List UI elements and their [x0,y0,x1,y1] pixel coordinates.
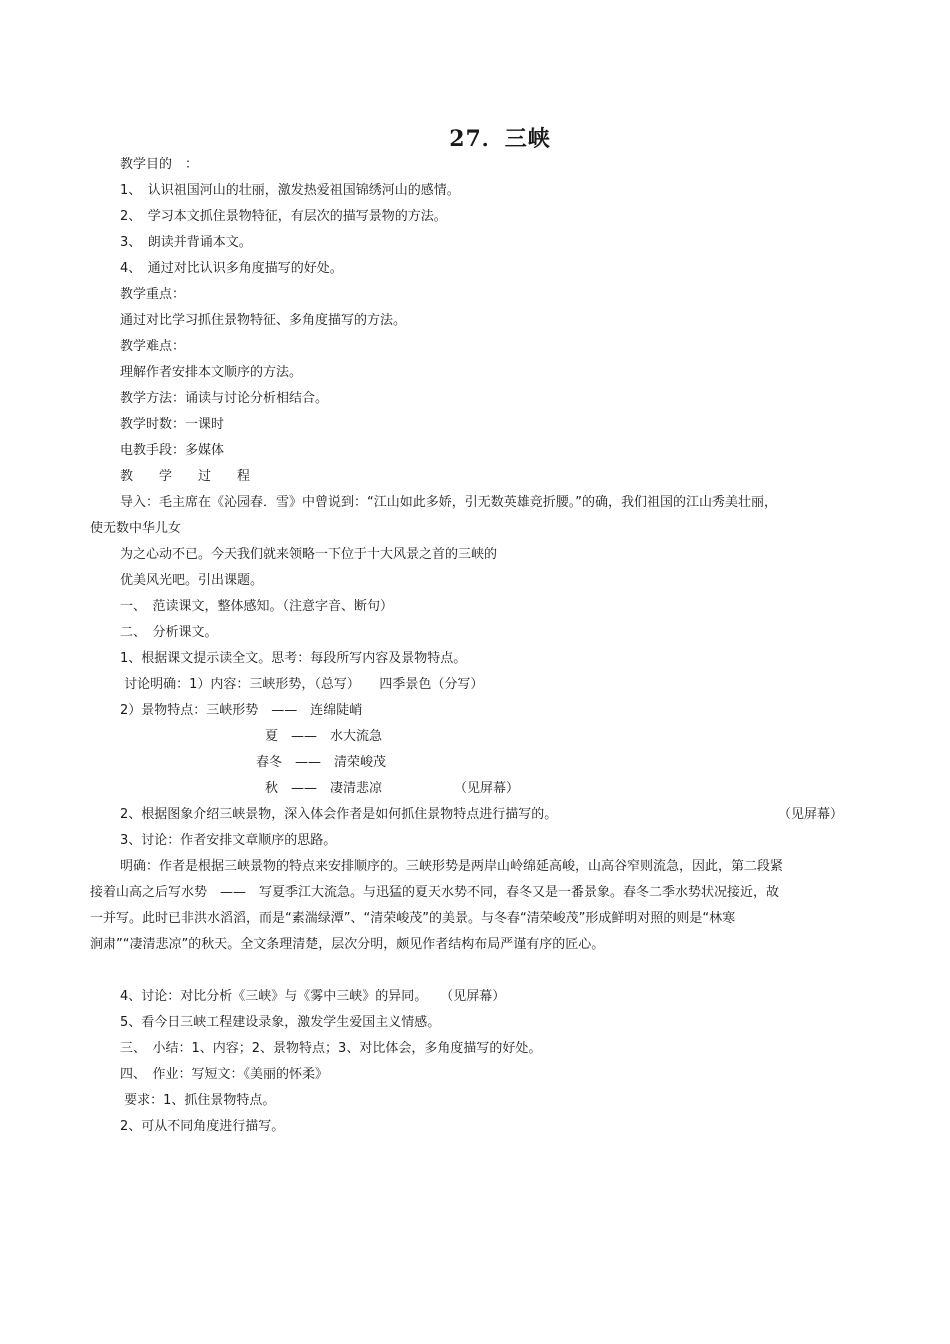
objective-item: 2、 学习本文抓住景物特征，有层次的描写景物的方法。 [120,209,447,224]
question-three: 3、讨论：作者安排文章顺序的思路。 [120,833,337,848]
step-four: 四、 作业：写短文：《美丽的怀柔》 [120,1067,329,1082]
intro-line: 导入：毛主席在《沁园春．雪》中曾说到：“江山如此多娇，引无数英雄竞折腰。”的确，我们祖国的江山秀美壮丽， [120,495,777,510]
key-heading: 教学重点： [120,287,186,302]
see-screen-note: （见屏幕） [454,781,520,796]
intro-line: 为之心动不已。今天我们就来领略一下位于十大风景之首的三峡的 [120,547,498,562]
objective-item: 3、 朗读并背诵本文。 [120,235,252,250]
step-three: 三、 小结：1、内容；2、景物特点；3、对比体会，多角度描写的好处。 [120,1041,542,1056]
difficult-text: 理解作者安排本文顺序的方法。 [120,365,303,380]
question-five: 5、看今日三峡工程建设录象，激发学生爱国主义情感。 [120,1015,441,1030]
process-heading: 教 学 过 程 [120,469,251,484]
clarify-line: 接着山高之后写水势 —— 写夏季江大流急。与迅猛的夏天水势不同，春冬又是一番景象。春冬二季水势状况接近，故 [90,885,780,900]
clarify-line: 涧肃”“凄清悲凉”的秋天。全文条理清楚，层次分明，颇见作者结构布局严谨有序的匠心。 [90,937,605,952]
page-title: 27．三峡 [449,126,551,152]
question-four: 4、讨论：对比分析《三峡》与《雾中三峡》的异同。 （见屏幕） [120,989,506,1004]
requirement-one: 要求：1、抓住景物特点。 [120,1093,276,1108]
feature-summer: 夏 —— 水大流急 [265,729,383,744]
feature-autumn: 秋 —— 凄清悲凉 [265,781,383,796]
see-screen-note: （见屏幕） [778,807,844,822]
intro-line: 优美风光吧。引出课题。 [120,573,264,588]
question-one-answer: 讨论明确：1）内容：三峡形势，（总写） 四季景色（分写） [120,677,484,692]
teaching-hours: 教学时数：一课时 [120,417,225,432]
objective-item: 4、 通过对比认识多角度描写的好处。 [120,261,343,276]
question-one: 1、根据课文提示读全文。思考：每段所写内容及景物特点。 [120,651,467,666]
clarify-line: 一并写。此时已非洪水滔滔，而是“素湍绿潭”、“清荣峻茂”的美景。与冬春“清荣峻茂”形成鲜明对照的则是“林寒 [90,911,736,926]
question-two: 2、根据图象介绍三峡景物，深入体会作者是如何抓住景物特点进行描写的。 [120,807,558,822]
difficult-heading: 教学难点： [120,339,186,354]
step-two: 二、 分析课文。 [120,625,218,640]
scenery-features: 2）景物特点：三峡形势 —— 连绵陡峭 [120,703,363,718]
objective-item: 1、 认识祖国河山的壮丽，激发热爱祖国锦绣河山的感情。 [120,183,460,198]
objectives-heading: 教学目的 ： [120,157,199,172]
key-text: 通过对比学习抓住景物特征、多角度描写的方法。 [120,313,407,328]
step-one: 一、 范读课文，整体感知。（注意字音、断句） [120,599,394,614]
teaching-media: 电教手段：多媒体 [120,443,225,458]
clarify-line: 明确：作者是根据三峡景物的特点来安排顺序的。三峡形势是两岸山岭绵延高峻，山高谷窄则流急，因此，第二段紧 [120,859,784,874]
teaching-method: 教学方法：诵读与讨论分析相结合。 [120,391,329,406]
feature-spring-winter: 春冬 —— 清荣峻茂 [256,755,387,770]
intro-line: 使无数中华儿女 [90,521,182,536]
requirement-two: 2、可从不同角度进行描写。 [120,1119,285,1134]
